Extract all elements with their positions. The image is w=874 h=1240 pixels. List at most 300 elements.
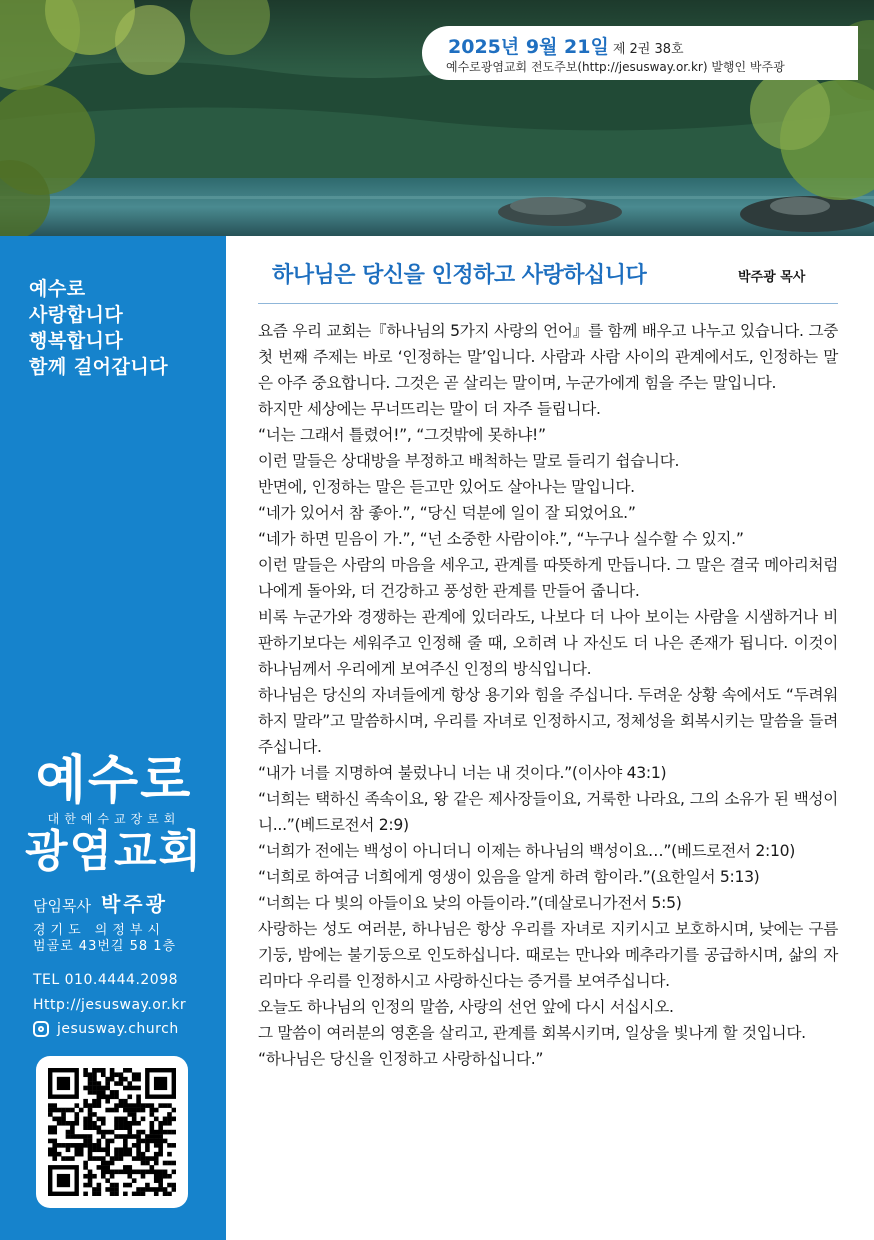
qr-module [66, 1130, 71, 1135]
slogan [29, 276, 219, 380]
qr-module [132, 1178, 137, 1183]
qr-module [97, 1165, 102, 1170]
qr-module [114, 1152, 119, 1157]
qr-code-graphic [48, 1068, 176, 1196]
qr-module [145, 1147, 150, 1152]
qr-module [158, 1170, 163, 1175]
qr-module [136, 1192, 141, 1196]
issue-publisher: 예수로광염교회 전도주보(http://jesusway.or.kr) 발행인 박주광 [446, 60, 785, 74]
qr-module [132, 1143, 137, 1148]
qr-module [150, 1103, 155, 1108]
qr-module [136, 1152, 141, 1157]
qr-module [97, 1183, 102, 1188]
qr-module [92, 1187, 97, 1192]
qr-module [110, 1192, 115, 1196]
qr-module [92, 1143, 97, 1148]
qr-module [136, 1077, 141, 1082]
qr-module [61, 1121, 66, 1126]
qr-module [92, 1072, 97, 1077]
qr-module [88, 1086, 93, 1091]
qr-module [158, 1103, 163, 1108]
qr-module [163, 1187, 168, 1192]
qr-module [136, 1099, 141, 1104]
article-paragraph: 하지만 세상에는 무너뜨리는 말이 더 자주 들립니다. [258, 400, 601, 418]
qr-module [114, 1117, 119, 1122]
qr-module [101, 1094, 106, 1099]
qr-module [88, 1134, 93, 1139]
qr-module [114, 1192, 119, 1196]
qr-module [101, 1072, 106, 1077]
qr-module [105, 1187, 110, 1192]
logo-line2: 광염교회 [24, 826, 203, 877]
qr-module [97, 1156, 102, 1161]
qr-module [167, 1183, 172, 1188]
qr-module [88, 1125, 93, 1130]
qr-module [154, 1152, 159, 1157]
qr-module [101, 1174, 106, 1179]
qr-module [150, 1170, 155, 1175]
qr-module [141, 1161, 146, 1166]
qr-module [48, 1147, 53, 1152]
article-paragraph: 비록 누군가와 경쟁하는 관계에 있더라도, 나보다 더 나아 보이는 사람을 시샘하거나 비판하기보다는 세워주고 인정해 줄 때, 오히려 나 자신도 더 나은 존재가 됩니다. 이것이 하나님께서 우리에게 보여주신 인정의 방식입니다. [258, 608, 838, 678]
qr-module [163, 1130, 168, 1135]
qr-module [110, 1130, 115, 1135]
qr-finder [57, 1077, 70, 1090]
qr-module [48, 1125, 53, 1130]
article-paragraph: “네가 하면 믿음이 가.”, “넌 소중한 사람이야.”, “누구나 실수할 수 있지.” [258, 530, 744, 548]
qr-module [123, 1152, 128, 1157]
qr-module [101, 1130, 106, 1135]
qr-module [83, 1125, 88, 1130]
qr-module [119, 1077, 124, 1082]
qr-module [163, 1139, 168, 1144]
article-paragraph: “너희는 다 빛의 아들이요 낮의 아들이라.”(데살로니가전서 5:5) [258, 894, 682, 912]
qr-module [83, 1134, 88, 1139]
qr-module [154, 1161, 159, 1166]
qr-module [88, 1072, 93, 1077]
qr-module [74, 1117, 79, 1122]
qr-module [83, 1103, 88, 1108]
qr-module [123, 1108, 128, 1113]
article-paragraph: “너희가 전에는 백성이 아니더니 이제는 하나님의 백성이요…”(베드로전서 2:10) [258, 842, 795, 860]
qr-module [88, 1117, 93, 1122]
qr-module [114, 1103, 119, 1108]
qr-module [83, 1121, 88, 1126]
qr-module [61, 1143, 66, 1148]
qr-module [61, 1108, 66, 1113]
qr-module [88, 1170, 93, 1175]
qr-module [110, 1183, 115, 1188]
qr-module [114, 1125, 119, 1130]
qr-module [163, 1103, 168, 1108]
qr-module [163, 1192, 168, 1196]
qr-module [74, 1152, 79, 1157]
qr-module [52, 1117, 57, 1122]
qr-module [154, 1178, 159, 1183]
qr-module [136, 1143, 141, 1148]
qr-module [145, 1103, 150, 1108]
qr-module [79, 1152, 84, 1157]
qr-module [119, 1103, 124, 1108]
pastor-name: 박주광 [100, 892, 168, 916]
qr-module [158, 1183, 163, 1188]
qr-module [83, 1072, 88, 1077]
qr-module [97, 1143, 102, 1148]
qr-module [141, 1170, 146, 1175]
article-paragraph: 이런 말들은 상대방을 부정하고 배척하는 말로 들리기 쉽습니다. [258, 452, 680, 470]
qr-module [167, 1121, 172, 1126]
qr-module [105, 1130, 110, 1135]
qr-module [136, 1103, 141, 1108]
qr-module [88, 1077, 93, 1082]
qr-module [132, 1086, 137, 1091]
qr-module [172, 1170, 176, 1175]
qr-module [132, 1077, 137, 1082]
title-divider [258, 303, 838, 304]
qr-module [123, 1134, 128, 1139]
qr-module [83, 1143, 88, 1148]
qr-module [154, 1130, 159, 1135]
qr-module [141, 1117, 146, 1122]
qr-module [105, 1178, 110, 1183]
qr-module [101, 1165, 106, 1170]
qr-module [92, 1174, 97, 1179]
qr-module [150, 1130, 155, 1135]
qr-module [83, 1068, 88, 1073]
qr-module [119, 1152, 124, 1157]
qr-module [105, 1086, 110, 1091]
logo-line1: 예수로 [35, 751, 193, 811]
article-paragraph: 오늘도 하나님의 인정의 말씀, 사랑의 선언 앞에 다시 서십시오. [258, 998, 674, 1016]
qr-module [145, 1143, 150, 1148]
qr-module [150, 1165, 155, 1170]
qr-module [97, 1068, 102, 1073]
qr-code [36, 1056, 188, 1208]
qr-module [66, 1143, 71, 1148]
qr-module [97, 1086, 102, 1091]
qr-module [127, 1130, 132, 1135]
qr-module [97, 1147, 102, 1152]
qr-module [105, 1152, 110, 1157]
qr-module [119, 1147, 124, 1152]
qr-module [127, 1165, 132, 1170]
qr-module [172, 1183, 176, 1188]
qr-module [127, 1108, 132, 1113]
qr-module [123, 1099, 128, 1104]
qr-module [70, 1156, 75, 1161]
qr-module [163, 1161, 168, 1166]
qr-module [132, 1121, 137, 1126]
qr-module [66, 1147, 71, 1152]
qr-module [158, 1121, 163, 1126]
qr-module [97, 1103, 102, 1108]
qr-module [127, 1112, 132, 1117]
qr-module [127, 1174, 132, 1179]
qr-module [141, 1192, 146, 1196]
qr-module [136, 1156, 141, 1161]
article-paragraph: “내가 너를 지명하여 불렀나니 너는 내 것이다.”(이사야 43:1) [258, 764, 667, 782]
article-title: 하나님은 당신을 인정하고 사랑하십니다 [272, 263, 647, 288]
qr-module [123, 1086, 128, 1091]
qr-module [154, 1117, 159, 1122]
qr-module [83, 1174, 88, 1179]
article-author: 박주광 목사 [738, 270, 806, 285]
qr-module [141, 1108, 146, 1113]
qr-module [114, 1094, 119, 1099]
qr-module [127, 1125, 132, 1130]
qr-module [158, 1143, 163, 1148]
qr-module [110, 1090, 115, 1095]
qr-module [110, 1187, 115, 1192]
qr-module [119, 1156, 124, 1161]
qr-module [92, 1156, 97, 1161]
qr-module [48, 1108, 53, 1113]
qr-module [101, 1121, 106, 1126]
qr-module [74, 1112, 79, 1117]
qr-module [114, 1147, 119, 1152]
qr-module [83, 1161, 88, 1166]
qr-module [154, 1143, 159, 1148]
qr-module [97, 1125, 102, 1130]
qr-module [150, 1125, 155, 1130]
qr-module [105, 1108, 110, 1113]
qr-module [141, 1174, 146, 1179]
qr-module [158, 1152, 163, 1157]
qr-module [132, 1112, 137, 1117]
qr-module [172, 1143, 176, 1148]
qr-module [57, 1143, 62, 1148]
qr-module [92, 1077, 97, 1082]
qr-module [167, 1130, 172, 1135]
qr-module [88, 1090, 93, 1095]
qr-module [158, 1130, 163, 1135]
qr-module [145, 1134, 150, 1139]
article-paragraph: 그 말씀이 여러분의 영혼을 살리고, 관계를 회복시키며, 일상을 빛나게 할 것입니다. [258, 1024, 806, 1042]
qr-module [158, 1174, 163, 1179]
qr-module [70, 1121, 75, 1126]
qr-module [110, 1139, 115, 1144]
qr-module [105, 1139, 110, 1144]
qr-module [136, 1147, 141, 1152]
qr-module [92, 1068, 97, 1073]
qr-module [83, 1165, 88, 1170]
article-paragraph: 사랑하는 성도 여러분, 하나님은 항상 우리를 자녀로 지키시고 보호하시며, 낮에는 구름기둥, 밤에는 불기둥으로 인도하십니다. 때로는 만나와 메추라기를 공급하시며, 삶의 자리마다 우리를 인정하시고 사랑하신다는 증거를 보여주십니다. [258, 920, 838, 990]
qr-module [105, 1099, 110, 1104]
qr-module [92, 1081, 97, 1086]
qr-module [145, 1139, 150, 1144]
article-paragraph: “네가 있어서 참 좋아.”, “당신 덕분에 일이 잘 되었어요.” [258, 504, 636, 522]
article-paragraph: “너는 그래서 틀렸어!”, “그것밖에 못하냐!” [258, 426, 546, 444]
slogan-line: 사랑합니다 [29, 304, 124, 326]
slogan-line: 예수로 [29, 278, 86, 300]
qr-module [105, 1170, 110, 1175]
qr-module [66, 1156, 71, 1161]
qr-module [119, 1125, 124, 1130]
qr-module [172, 1187, 176, 1192]
qr-module [66, 1121, 71, 1126]
qr-module [119, 1099, 124, 1104]
qr-module [119, 1170, 124, 1175]
qr-module [101, 1117, 106, 1122]
qr-module [92, 1103, 97, 1108]
qr-module [136, 1121, 141, 1126]
qr-module [123, 1183, 128, 1188]
qr-module [105, 1165, 110, 1170]
qr-module [105, 1143, 110, 1148]
qr-module [123, 1103, 128, 1108]
qr-module [101, 1170, 106, 1175]
qr-module [101, 1090, 106, 1095]
qr-module [92, 1147, 97, 1152]
qr-module [92, 1086, 97, 1091]
qr-module [123, 1147, 128, 1152]
qr-module [123, 1139, 128, 1144]
slogan-line: 행복합니다 [29, 330, 124, 352]
qr-module [70, 1130, 75, 1135]
qr-module [114, 1108, 119, 1113]
qr-module [172, 1161, 176, 1166]
qr-module [158, 1178, 163, 1183]
qr-module [136, 1086, 141, 1091]
qr-module [136, 1130, 141, 1135]
qr-module [101, 1156, 106, 1161]
qr-module [74, 1143, 79, 1148]
qr-module [61, 1156, 66, 1161]
qr-module [48, 1112, 53, 1117]
qr-module [88, 1112, 93, 1117]
qr-module [52, 1130, 57, 1135]
qr-module [52, 1139, 57, 1144]
qr-module [123, 1125, 128, 1130]
issue-info-badge [422, 26, 858, 80]
qr-module [132, 1108, 137, 1113]
qr-module [92, 1090, 97, 1095]
qr-module [110, 1068, 115, 1073]
header-photo [0, 0, 874, 236]
qr-module [97, 1094, 102, 1099]
instagram-handle[interactable] [33, 1021, 179, 1037]
qr-module [79, 1143, 84, 1148]
qr-module [105, 1094, 110, 1099]
qr-module [61, 1117, 66, 1122]
qr-module [48, 1103, 53, 1108]
qr-module [52, 1152, 57, 1157]
qr-module [141, 1103, 146, 1108]
qr-module [88, 1147, 93, 1152]
qr-module [110, 1156, 115, 1161]
article-paragraph: 반면에, 인정하는 말은 듣고만 있어도 살아나는 말입니다. [258, 478, 635, 496]
qr-module [114, 1170, 119, 1175]
issue-volume: 제 2권 38호 [612, 42, 684, 57]
qr-module [172, 1117, 176, 1122]
qr-module [163, 1170, 168, 1175]
qr-module [110, 1161, 115, 1166]
qr-module [88, 1152, 93, 1157]
qr-module [123, 1117, 128, 1122]
qr-module [154, 1170, 159, 1175]
qr-module [167, 1112, 172, 1117]
qr-module [57, 1121, 62, 1126]
phone-number: TEL 010.4444.2098 [33, 972, 179, 988]
qr-module [127, 1094, 132, 1099]
qr-module [92, 1192, 97, 1196]
qr-module [136, 1139, 141, 1144]
qr-module [132, 1192, 137, 1196]
qr-module [150, 1108, 155, 1113]
article-paragraph: 하나님은 당신의 자녀들에게 항상 용기와 힘을 주십니다. 두려운 상황 속에서도 “두려워하지 말라”고 말씀하시며, 우리를 자녀로 인정하시고, 정체성을 회복시키는 말씀을 들려주십니다. [258, 686, 838, 756]
qr-module [101, 1068, 106, 1073]
qr-module [158, 1134, 163, 1139]
qr-module [141, 1156, 146, 1161]
qr-module [123, 1068, 128, 1073]
qr-module [114, 1081, 119, 1086]
qr-module [150, 1134, 155, 1139]
qr-module [101, 1134, 106, 1139]
qr-module [57, 1117, 62, 1122]
qr-module [52, 1103, 57, 1108]
article-paragraph: “너희로 하여금 너희에게 영생이 있음을 알게 하려 함이라.”(요한일서 5:13) [258, 868, 760, 886]
qr-module [136, 1108, 141, 1113]
qr-module [97, 1081, 102, 1086]
qr-module [123, 1165, 128, 1170]
qr-module [92, 1112, 97, 1117]
qr-module [154, 1134, 159, 1139]
qr-module [150, 1139, 155, 1144]
qr-module [172, 1130, 176, 1135]
qr-module [74, 1121, 79, 1126]
qr-module [92, 1121, 97, 1126]
qr-module [141, 1139, 146, 1144]
qr-module [114, 1121, 119, 1126]
qr-module [92, 1125, 97, 1130]
qr-module [83, 1192, 88, 1196]
article-body [258, 318, 838, 1072]
qr-module [119, 1134, 124, 1139]
qr-module [61, 1112, 66, 1117]
qr-module [110, 1072, 115, 1077]
qr-module [79, 1147, 84, 1152]
qr-module [145, 1170, 150, 1175]
qr-module [74, 1147, 79, 1152]
qr-module [110, 1077, 115, 1082]
address-street: 범골로 43번길 58 1층 [33, 939, 177, 954]
qr-module [101, 1161, 106, 1166]
qr-module [145, 1187, 150, 1192]
church-logo [24, 751, 204, 877]
qr-module [154, 1108, 159, 1113]
qr-module [123, 1170, 128, 1175]
qr-module [110, 1108, 115, 1113]
qr-module [127, 1183, 132, 1188]
pastor-info [33, 888, 168, 917]
qr-module [110, 1094, 115, 1099]
website-link[interactable]: Http://jesusway.or.kr [33, 997, 187, 1013]
qr-module [132, 1103, 137, 1108]
qr-module [158, 1125, 163, 1130]
qr-module [48, 1139, 53, 1144]
qr-module [167, 1143, 172, 1148]
qr-module [132, 1134, 137, 1139]
qr-module [66, 1134, 71, 1139]
qr-module [127, 1170, 132, 1175]
qr-module [88, 1103, 93, 1108]
qr-module [52, 1147, 57, 1152]
qr-module [127, 1086, 132, 1091]
qr-module [97, 1187, 102, 1192]
qr-module [167, 1174, 172, 1179]
qr-module [83, 1117, 88, 1122]
qr-module [136, 1072, 141, 1077]
